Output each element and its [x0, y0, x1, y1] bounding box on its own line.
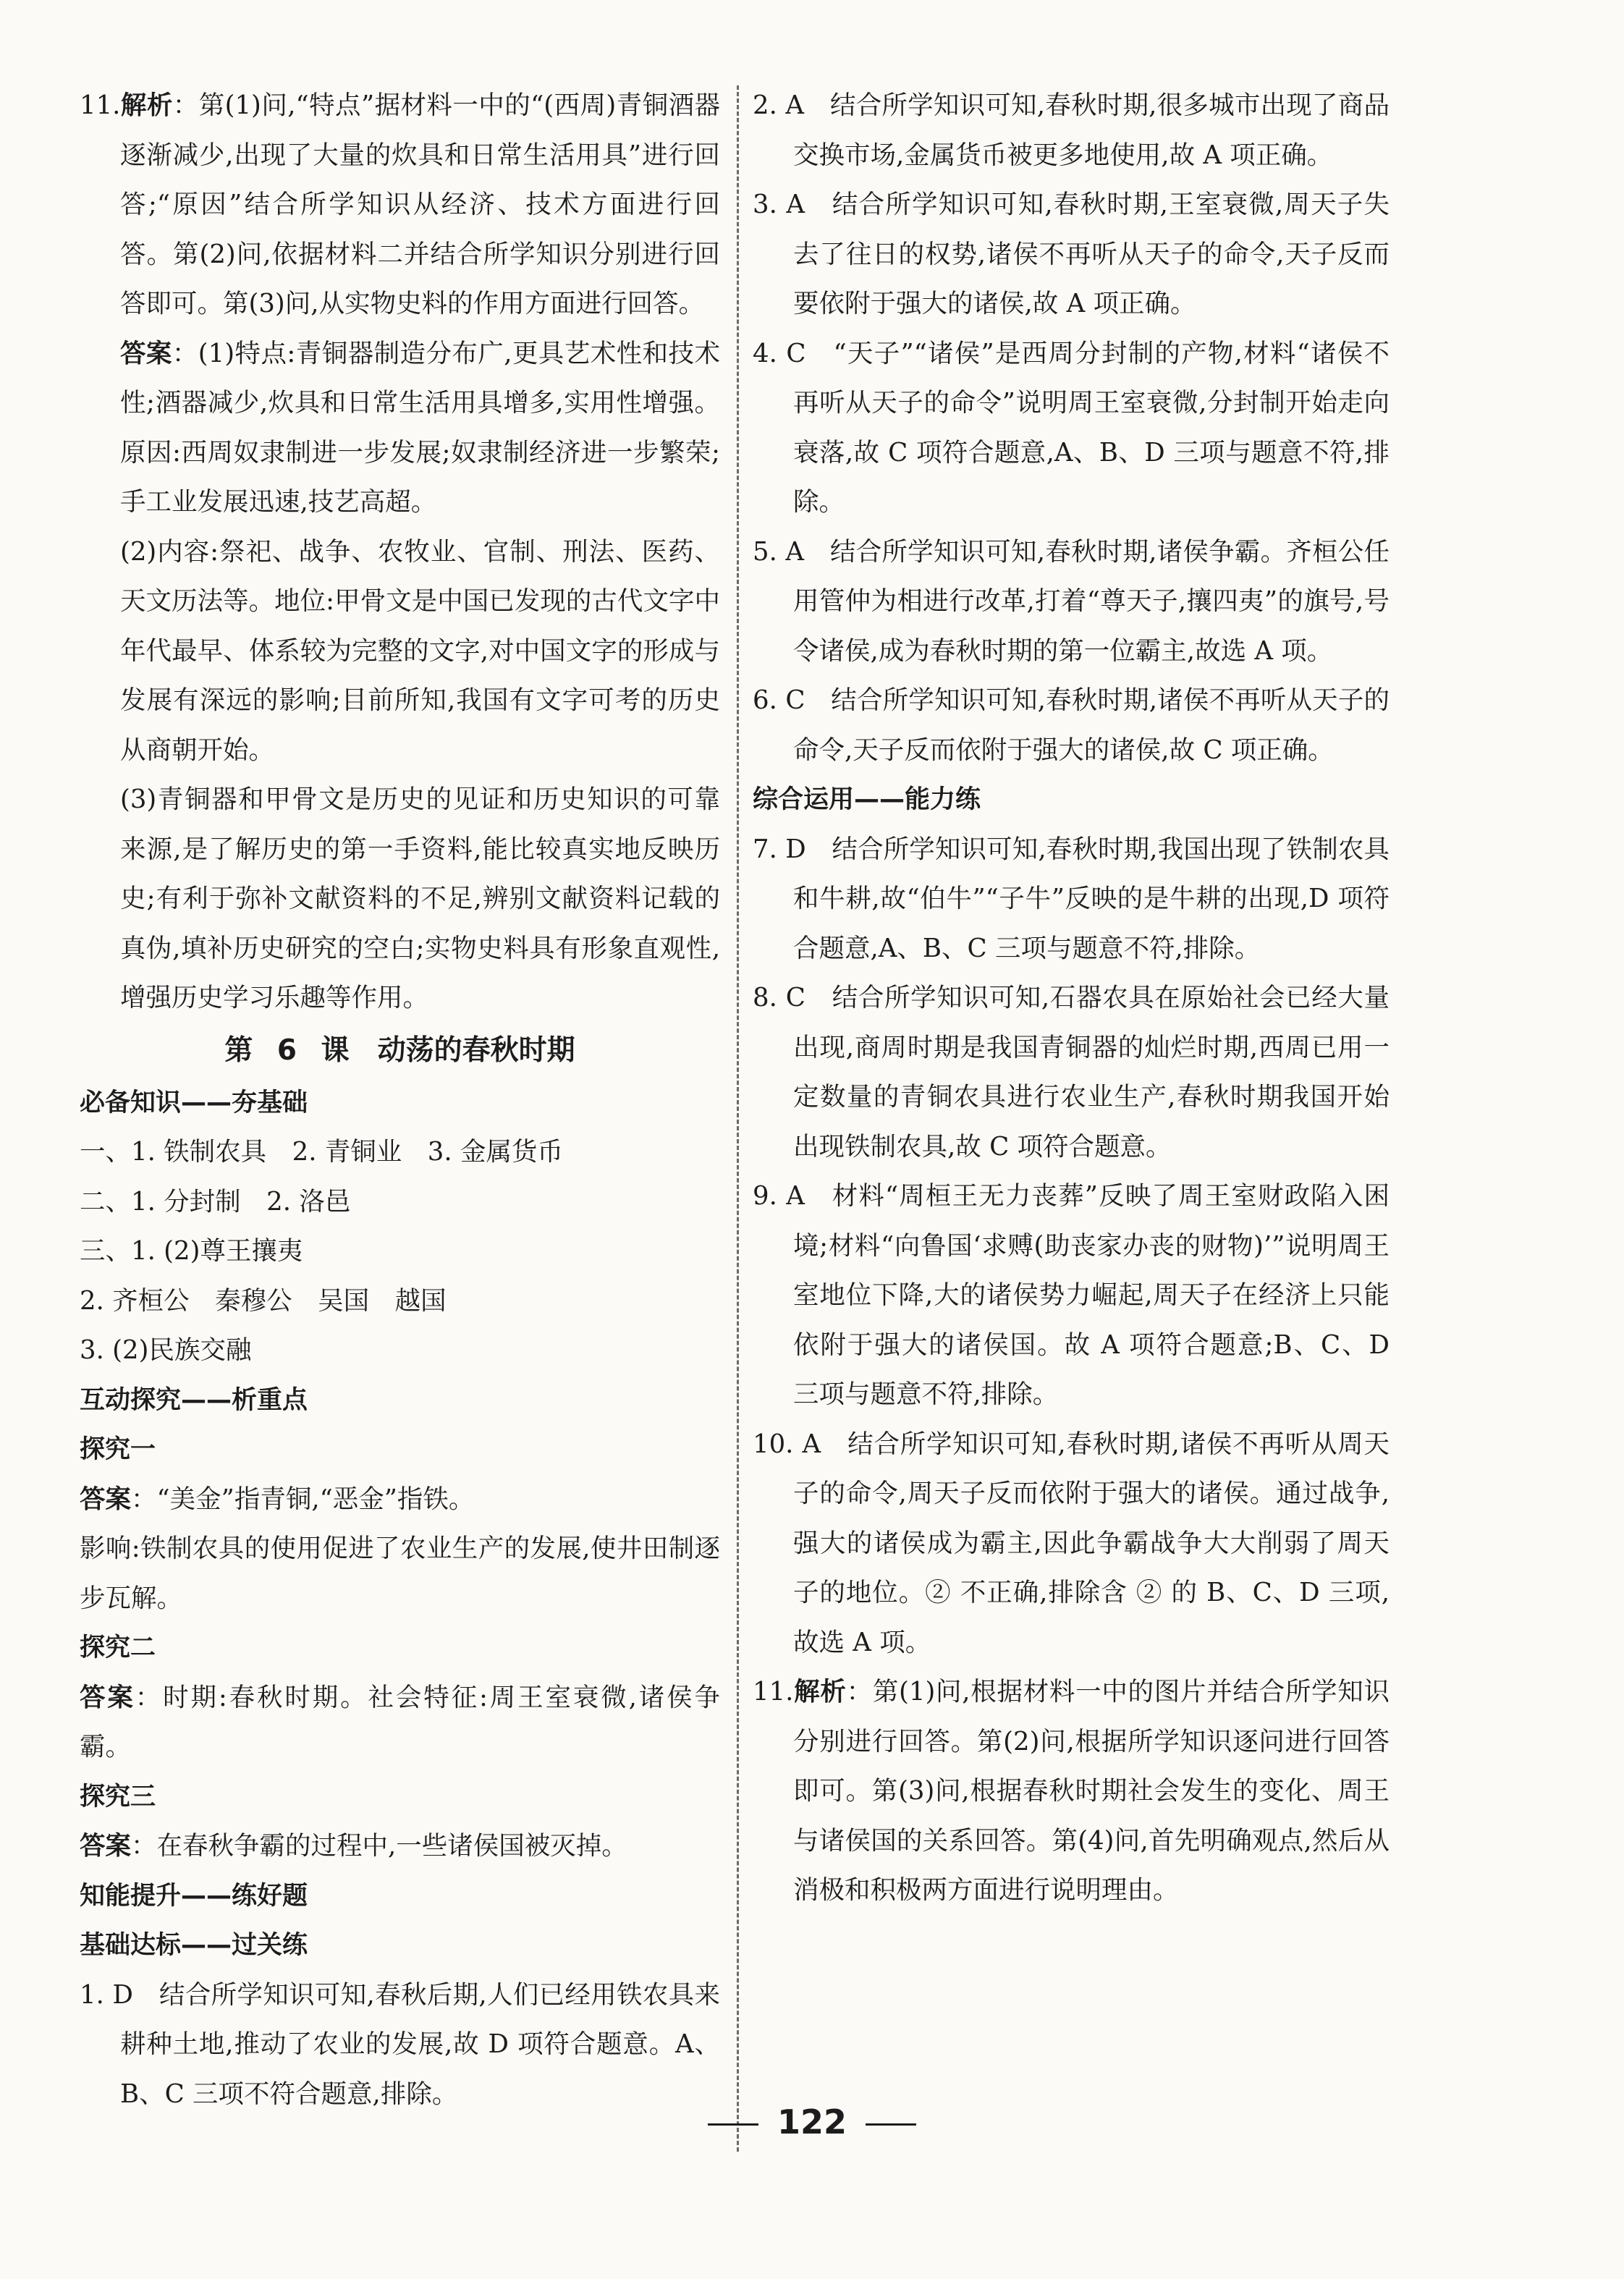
lesson-title: 第 6 课 动荡的春秋时期 — [224, 1033, 575, 1067]
explore-2-heading: 探究二 — [80, 1633, 156, 1662]
explore-3-answer — [80, 1822, 720, 1872]
q11-number: 11. — [80, 90, 121, 120]
question-4: 4. C “天子”“诸侯”是西周分封制的产物,材料“诸侯不再听从天子的命令”说明周王室衰微,分封制开始走向衰落,故 C 项符合题意,A、B、D 三项与题意不符,排除。 — [753, 338, 1390, 517]
q11-answer-1 — [80, 329, 720, 528]
q11-answer-2: (2)内容:祭祀、战争、农牧业、官制、刑法、医药、天文历法等。地位:甲骨文是中国已发现的古代文字中年代最早、体系较为完整的文字,对中国文字的形成与发展有深远的影响;目前所知,我国有文字可考的历史从商朝开始。 — [120, 536, 720, 765]
question-9: 9. A 材料“周桓王无力丧葬”反映了周王室财政陷入困境;材料“向鲁国‘求赙(助丧家办丧的财物)’”说明周王室地位下降,大的诸侯势力崛起,周天子在经济上只能依附于强大的诸侯国。故 A 项符合题意;B、C、D 三项与题意不符,排除。 — [753, 1181, 1390, 1409]
explore-2-answer-text: ：时期:春秋时期。社会特征:周王室衰微,诸侯争霸。 — [80, 1682, 720, 1762]
left-column — [80, 81, 720, 2119]
explore-3-answer-text: ：在春秋争霸的过程中,一些诸侯国被灭掉。 — [131, 1831, 627, 1861]
section-heading-knowledge: 必备知识——夯基础 — [80, 1088, 308, 1117]
question-8: 8. C 结合所学知识可知,石器农具在原始社会已经大量出现,商周时期是我国青铜器的灿烂时期,西周已用一定数量的青铜农具进行农业生产,春秋时期我国开始出现铁制农具,故 C 项符合题意。 — [753, 983, 1390, 1162]
right-column — [753, 81, 1390, 1916]
page-number-text: 122 — [777, 2102, 847, 2141]
explore-1-impact: 影响:铁制农具的使用促进了农业生产的发展,使井田制逐步瓦解。 — [80, 1534, 720, 1613]
analysis-label: 解析 — [120, 90, 173, 120]
question-10: 10. A 结合所学知识可知,春秋时期,诸侯不再听从周天子的命令,周天子反而依附于强大的诸侯。通过战争,强大的诸侯成为霸主,因此争霸战争大大削弱了周天子的地位。② 不正确,排除含 ② 的 B、C、D 三项,故选 A 项。 — [753, 1429, 1390, 1657]
knowledge-line-2: 二、1. 分封制 2. 洛邑 — [80, 1186, 351, 1217]
question-5: 5. A 结合所学知识可知,春秋时期,诸侯争霸。齐桓公任用管仲为相进行改革,打着“尊天子,攘四夷”的旗号,号令诸侯,成为春秋时期的第一位霸主,故选 A 项。 — [753, 536, 1390, 666]
knowledge-line-5: 3. (2)民族交融 — [80, 1335, 252, 1365]
question-1: 1. D 结合所学知识可知,春秋后期,人们已经用铁农具来耕种土地,推动了农业的发展,故 D 项符合题意。A、B、C 三项不符合题意,排除。 — [80, 1979, 720, 2109]
section-heading-practice: 知能提升——练好题 — [80, 1881, 308, 1911]
explore-1-answer-text: ：“美金”指青铜,“恶金”指铁。 — [131, 1484, 475, 1514]
question-11-analysis — [753, 1667, 1390, 1916]
answer-label: 答案 — [80, 1484, 132, 1514]
explore-3-heading: 探究三 — [80, 1782, 156, 1811]
section-heading-comprehensive: 综合运用——能力练 — [753, 785, 981, 814]
question-2: 2. A 结合所学知识可知,春秋时期,很多城市出现了商品交换市场,金属货币被更多地使用,故 A 项正确。 — [753, 90, 1390, 170]
question-6: 6. C 结合所学知识可知,春秋时期,诸侯不再听从天子的命令,天子反而依附于强大的诸侯,故 C 项正确。 — [753, 685, 1390, 765]
q11-analysis-text: ：第(1)问,“特点”据材料一中的“(西周)青铜酒器逐渐减少,出现了大量的炊具和日常生活用具”进行回答;“原因”结合所学知识从经济、技术方面进行回答。第(2)问,依据材料二并结合所学知识分别进行回答即可。第(3)问,从实物史料的作用方面进行回答。 — [120, 90, 720, 318]
column-divider — [737, 85, 739, 2152]
page-number-dash-left — [708, 2123, 758, 2126]
knowledge-line-4: 2. 齐桓公 秦穆公 吴国 越国 — [80, 1285, 447, 1316]
knowledge-line-3: 三、1. (2)尊王攘夷 — [80, 1236, 303, 1266]
q11-answer-text-1: ：(1)特点:青铜器制造分布广,更具艺术性和技术性;酒器减少,炊具和日常生活用具增多,实用性增强。原因:西周奴隶制进一步发展;奴隶制经济进一步繁荣;手工业发展迅速,技艺高超。 — [120, 338, 720, 517]
q11-analysis-text: ：第(1)问,根据材料一中的图片并结合所学知识分别进行回答。第(2)问,根据所学知识逐问进行回答即可。第(3)问,根据春秋时期社会发生的变化、周王与诸侯国的关系回答。第(4)问,首先明确观点,然后从消极和积极两方面进行说明理由。 — [793, 1677, 1390, 1905]
section-heading-explore: 互动探究——析重点 — [80, 1385, 308, 1415]
explore-1-answer — [80, 1475, 720, 1525]
answer-label: 答案 — [80, 1682, 135, 1712]
section-heading-basic: 基础达标——过关练 — [80, 1931, 308, 1960]
knowledge-line-1: 一、1. 铁制农具 2. 青铜业 3. 金属货币 — [80, 1137, 563, 1167]
explore-1-heading: 探究一 — [80, 1435, 156, 1464]
question-3: 3. A 结合所学知识可知,春秋时期,王室衰微,周天子失去了往日的权势,诸侯不再听从天子的命令,天子反而要依附于强大的诸侯,故 A 项正确。 — [753, 190, 1390, 318]
analysis-label: 解析 — [793, 1677, 847, 1707]
answer-label: 答案 — [80, 1831, 132, 1861]
q11-answer-3: (3)青铜器和甲骨文是历史的见证和历史知识的可靠来源,是了解历史的第一手资料,能比较真实地反映历史;有利于弥补文献资料的不足,辨别文献资料记载的真伪,填补历史研究的空白;实物史料具有形象直观性,增强历史学习乐趣等作用。 — [120, 785, 720, 1012]
page-number-dash-right — [866, 2123, 916, 2126]
page-number — [0, 2102, 1624, 2141]
q11-analysis — [80, 81, 720, 329]
question-7: 7. D 结合所学知识可知,春秋时期,我国出现了铁制农具和牛耕,故“伯牛”“子牛”反映的是牛耕的出现,D 项符合题意,A、B、C 三项与题意不符,排除。 — [753, 834, 1390, 963]
explore-2-answer — [80, 1673, 720, 1772]
answer-label: 答案 — [120, 338, 172, 368]
q11-number: 11. — [753, 1677, 794, 1707]
